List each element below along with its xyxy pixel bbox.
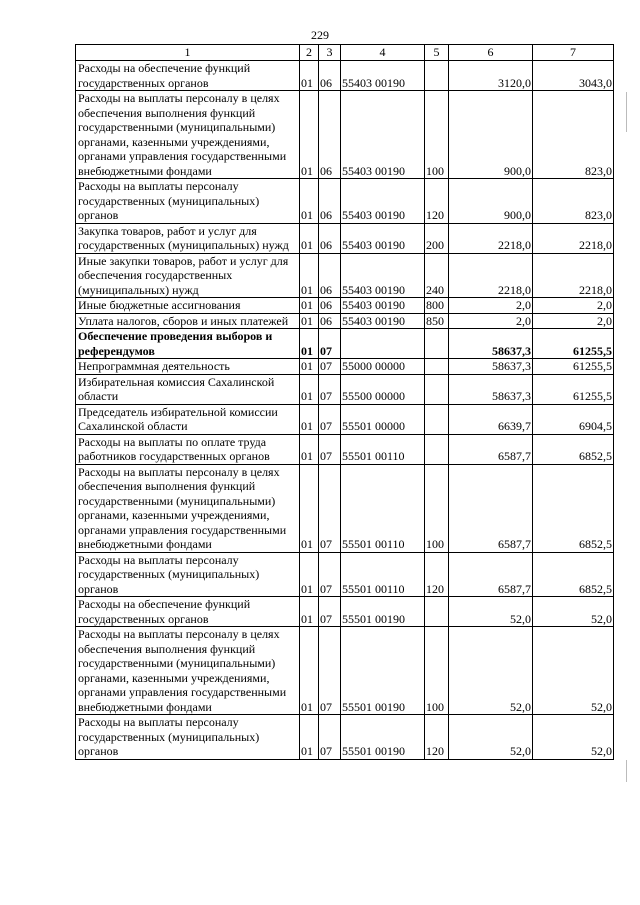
row-name-cell: Расходы на выплаты персоналу государственных (муниципальных) органов — [76, 179, 300, 224]
column-header-7: 7 — [533, 45, 614, 61]
target-item-code-cell: 55501 00110 — [341, 434, 425, 464]
table-row — [76, 597, 614, 627]
target-item-code-cell: 55501 00190 — [341, 597, 425, 627]
amount-year2-cell: 2218,0 — [533, 223, 614, 253]
section-code-cell: 01 — [300, 298, 319, 314]
subsection-code-cell: 06 — [319, 253, 341, 298]
target-item-code-cell: 55403 00190 — [341, 91, 425, 179]
subsection-code-cell: 06 — [319, 179, 341, 224]
row-name-cell: Уплата налогов, сборов и иных платежей — [76, 313, 300, 329]
expense-type-code-cell: 120 — [425, 179, 449, 224]
column-header-5: 5 — [425, 45, 449, 61]
table-row — [76, 374, 614, 404]
amount-year2-cell: 6852,5 — [533, 464, 614, 552]
section-code-cell: 01 — [300, 627, 319, 715]
section-code-cell: 01 — [300, 329, 319, 359]
expense-type-code-cell: 100 — [425, 91, 449, 179]
table-row — [76, 91, 614, 179]
amount-year2-cell: 6904,5 — [533, 404, 614, 434]
table-row — [76, 61, 614, 91]
table-row — [76, 329, 614, 359]
expense-type-code-cell: 800 — [425, 298, 449, 314]
expense-type-code-cell: 100 — [425, 464, 449, 552]
section-code-cell: 01 — [300, 313, 319, 329]
column-header-2: 2 — [300, 45, 319, 61]
amount-year1-cell: 2218,0 — [449, 253, 533, 298]
amount-year1-cell: 900,0 — [449, 91, 533, 179]
row-name-cell: Расходы на выплаты персоналу в целях обеспечения выполнения функций государственными (муниципальными) органами, казенными учреждениями, органами управления государственными внебюджетными фондами — [76, 91, 300, 179]
expense-type-code-cell — [425, 374, 449, 404]
column-header-1: 1 — [76, 45, 300, 61]
row-name-cell: Обеспечение проведения выборов и референдумов — [76, 329, 300, 359]
amount-year2-cell: 6852,5 — [533, 552, 614, 597]
subsection-code-cell: 07 — [319, 434, 341, 464]
subsection-code-cell: 06 — [319, 298, 341, 314]
amount-year2-cell: 3043,0 — [533, 61, 614, 91]
section-code-cell: 01 — [300, 91, 319, 179]
subsection-code-cell: 06 — [319, 223, 341, 253]
subsection-code-cell: 07 — [319, 552, 341, 597]
amount-year1-cell: 58637,3 — [449, 329, 533, 359]
subsection-code-cell: 06 — [319, 313, 341, 329]
subsection-code-cell: 06 — [319, 61, 341, 91]
row-name-cell: Расходы на выплаты персоналу в целях обеспечения выполнения функций государственными (муниципальными) органами, казенными учреждениями, органами управления государственными внебюджетными фондами — [76, 464, 300, 552]
amount-year2-cell: 2218,0 — [533, 253, 614, 298]
row-name-cell: Иные бюджетные ассигнования — [76, 298, 300, 314]
expense-type-code-cell — [425, 61, 449, 91]
table-row — [76, 464, 614, 552]
expense-type-code-cell — [425, 329, 449, 359]
subsection-code-cell: 07 — [319, 329, 341, 359]
row-name-cell: Расходы на выплаты персоналу государственных (муниципальных) органов — [76, 715, 300, 760]
section-code-cell: 01 — [300, 552, 319, 597]
target-item-code-cell: 55501 00000 — [341, 404, 425, 434]
amount-year2-cell: 52,0 — [533, 597, 614, 627]
amount-year2-cell: 61255,5 — [533, 374, 614, 404]
column-header-6: 6 — [449, 45, 533, 61]
target-item-code-cell: 55403 00190 — [341, 223, 425, 253]
expense-type-code-cell: 120 — [425, 552, 449, 597]
amount-year1-cell: 2,0 — [449, 313, 533, 329]
amount-year2-cell: 52,0 — [533, 715, 614, 760]
section-code-cell: 01 — [300, 715, 319, 760]
row-name-cell: Иные закупки товаров, работ и услуг для обеспечения государственных (муниципальных) нужд — [76, 253, 300, 298]
section-code-cell: 01 — [300, 374, 319, 404]
column-header-4: 4 — [341, 45, 425, 61]
amount-year2-cell: 61255,5 — [533, 329, 614, 359]
table-row — [76, 359, 614, 375]
amount-year1-cell: 52,0 — [449, 597, 533, 627]
row-name-cell: Расходы на обеспечение функций государственных органов — [76, 61, 300, 91]
budget-table — [75, 44, 614, 760]
amount-year1-cell: 6587,7 — [449, 464, 533, 552]
amount-year1-cell: 3120,0 — [449, 61, 533, 91]
table-row — [76, 715, 614, 760]
subsection-code-cell: 07 — [319, 464, 341, 552]
target-item-code-cell: 55000 00000 — [341, 359, 425, 375]
section-code-cell: 01 — [300, 404, 319, 434]
amount-year2-cell: 61255,5 — [533, 359, 614, 375]
expense-type-code-cell — [425, 359, 449, 375]
row-name-cell: Расходы на выплаты по оплате труда работников государственных органов — [76, 434, 300, 464]
table-header-row — [76, 45, 614, 61]
section-code-cell: 01 — [300, 597, 319, 627]
amount-year1-cell: 6587,7 — [449, 434, 533, 464]
expense-type-code-cell — [425, 404, 449, 434]
subsection-code-cell: 06 — [319, 91, 341, 179]
target-item-code-cell: 55403 00190 — [341, 298, 425, 314]
table-row — [76, 313, 614, 329]
section-code-cell: 01 — [300, 464, 319, 552]
section-code-cell: 01 — [300, 179, 319, 224]
target-item-code-cell: 55403 00190 — [341, 61, 425, 91]
target-item-code-cell: 55501 00110 — [341, 552, 425, 597]
expense-type-code-cell — [425, 434, 449, 464]
amount-year2-cell: 6852,5 — [533, 434, 614, 464]
subsection-code-cell: 07 — [319, 404, 341, 434]
subsection-code-cell: 07 — [319, 627, 341, 715]
expense-type-code-cell: 120 — [425, 715, 449, 760]
table-row — [76, 223, 614, 253]
target-item-code-cell: 55501 00190 — [341, 715, 425, 760]
subsection-code-cell: 07 — [319, 597, 341, 627]
column-header-3: 3 — [319, 45, 341, 61]
table-body — [76, 61, 614, 760]
subsection-code-cell: 07 — [319, 715, 341, 760]
page-number: 229 — [311, 28, 329, 42]
section-code-cell: 01 — [300, 61, 319, 91]
section-code-cell: 01 — [300, 359, 319, 375]
expense-type-code-cell: 240 — [425, 253, 449, 298]
table-row — [76, 627, 614, 715]
amount-year1-cell: 6587,7 — [449, 552, 533, 597]
amount-year1-cell: 52,0 — [449, 627, 533, 715]
row-name-cell: Расходы на обеспечение функций государственных органов — [76, 597, 300, 627]
amount-year2-cell: 823,0 — [533, 179, 614, 224]
subsection-code-cell: 07 — [319, 359, 341, 375]
expense-type-code-cell — [425, 597, 449, 627]
target-item-code-cell: 55501 00110 — [341, 464, 425, 552]
section-code-cell: 01 — [300, 223, 319, 253]
table-row — [76, 253, 614, 298]
table-row — [76, 434, 614, 464]
amount-year1-cell: 6639,7 — [449, 404, 533, 434]
row-name-cell: Избирательная комиссия Сахалинской области — [76, 374, 300, 404]
amount-year1-cell: 58637,3 — [449, 374, 533, 404]
amount-year2-cell: 2,0 — [533, 298, 614, 314]
amount-year1-cell: 2218,0 — [449, 223, 533, 253]
amount-year2-cell: 52,0 — [533, 627, 614, 715]
expense-type-code-cell: 200 — [425, 223, 449, 253]
target-item-code-cell: 55403 00190 — [341, 313, 425, 329]
section-code-cell: 01 — [300, 253, 319, 298]
row-name-cell: Председатель избирательной комиссии Сахалинской области — [76, 404, 300, 434]
table-row — [76, 298, 614, 314]
table-row — [76, 552, 614, 597]
target-item-code-cell: 55500 00000 — [341, 374, 425, 404]
amount-year2-cell: 2,0 — [533, 313, 614, 329]
target-item-code-cell — [341, 329, 425, 359]
scan-artifact-line — [626, 760, 627, 782]
table-row — [76, 404, 614, 434]
scan-artifact-line — [626, 92, 627, 132]
row-name-cell: Расходы на выплаты персоналу государственных (муниципальных) органов — [76, 552, 300, 597]
target-item-code-cell: 55403 00190 — [341, 253, 425, 298]
row-name-cell: Расходы на выплаты персоналу в целях обеспечения выполнения функций государственными (муниципальными) органами, казенными учреждениями, органами управления государственными внебюджетными фондами — [76, 627, 300, 715]
amount-year1-cell: 52,0 — [449, 715, 533, 760]
expense-type-code-cell: 100 — [425, 627, 449, 715]
row-name-cell: Закупка товаров, работ и услуг для государственных (муниципальных) нужд — [76, 223, 300, 253]
amount-year1-cell: 58637,3 — [449, 359, 533, 375]
target-item-code-cell: 55501 00190 — [341, 627, 425, 715]
expense-type-code-cell: 850 — [425, 313, 449, 329]
subsection-code-cell: 07 — [319, 374, 341, 404]
target-item-code-cell: 55403 00190 — [341, 179, 425, 224]
amount-year1-cell: 2,0 — [449, 298, 533, 314]
amount-year2-cell: 823,0 — [533, 91, 614, 179]
row-name-cell: Непрограммная деятельность — [76, 359, 300, 375]
table-row — [76, 179, 614, 224]
amount-year1-cell: 900,0 — [449, 179, 533, 224]
section-code-cell: 01 — [300, 434, 319, 464]
